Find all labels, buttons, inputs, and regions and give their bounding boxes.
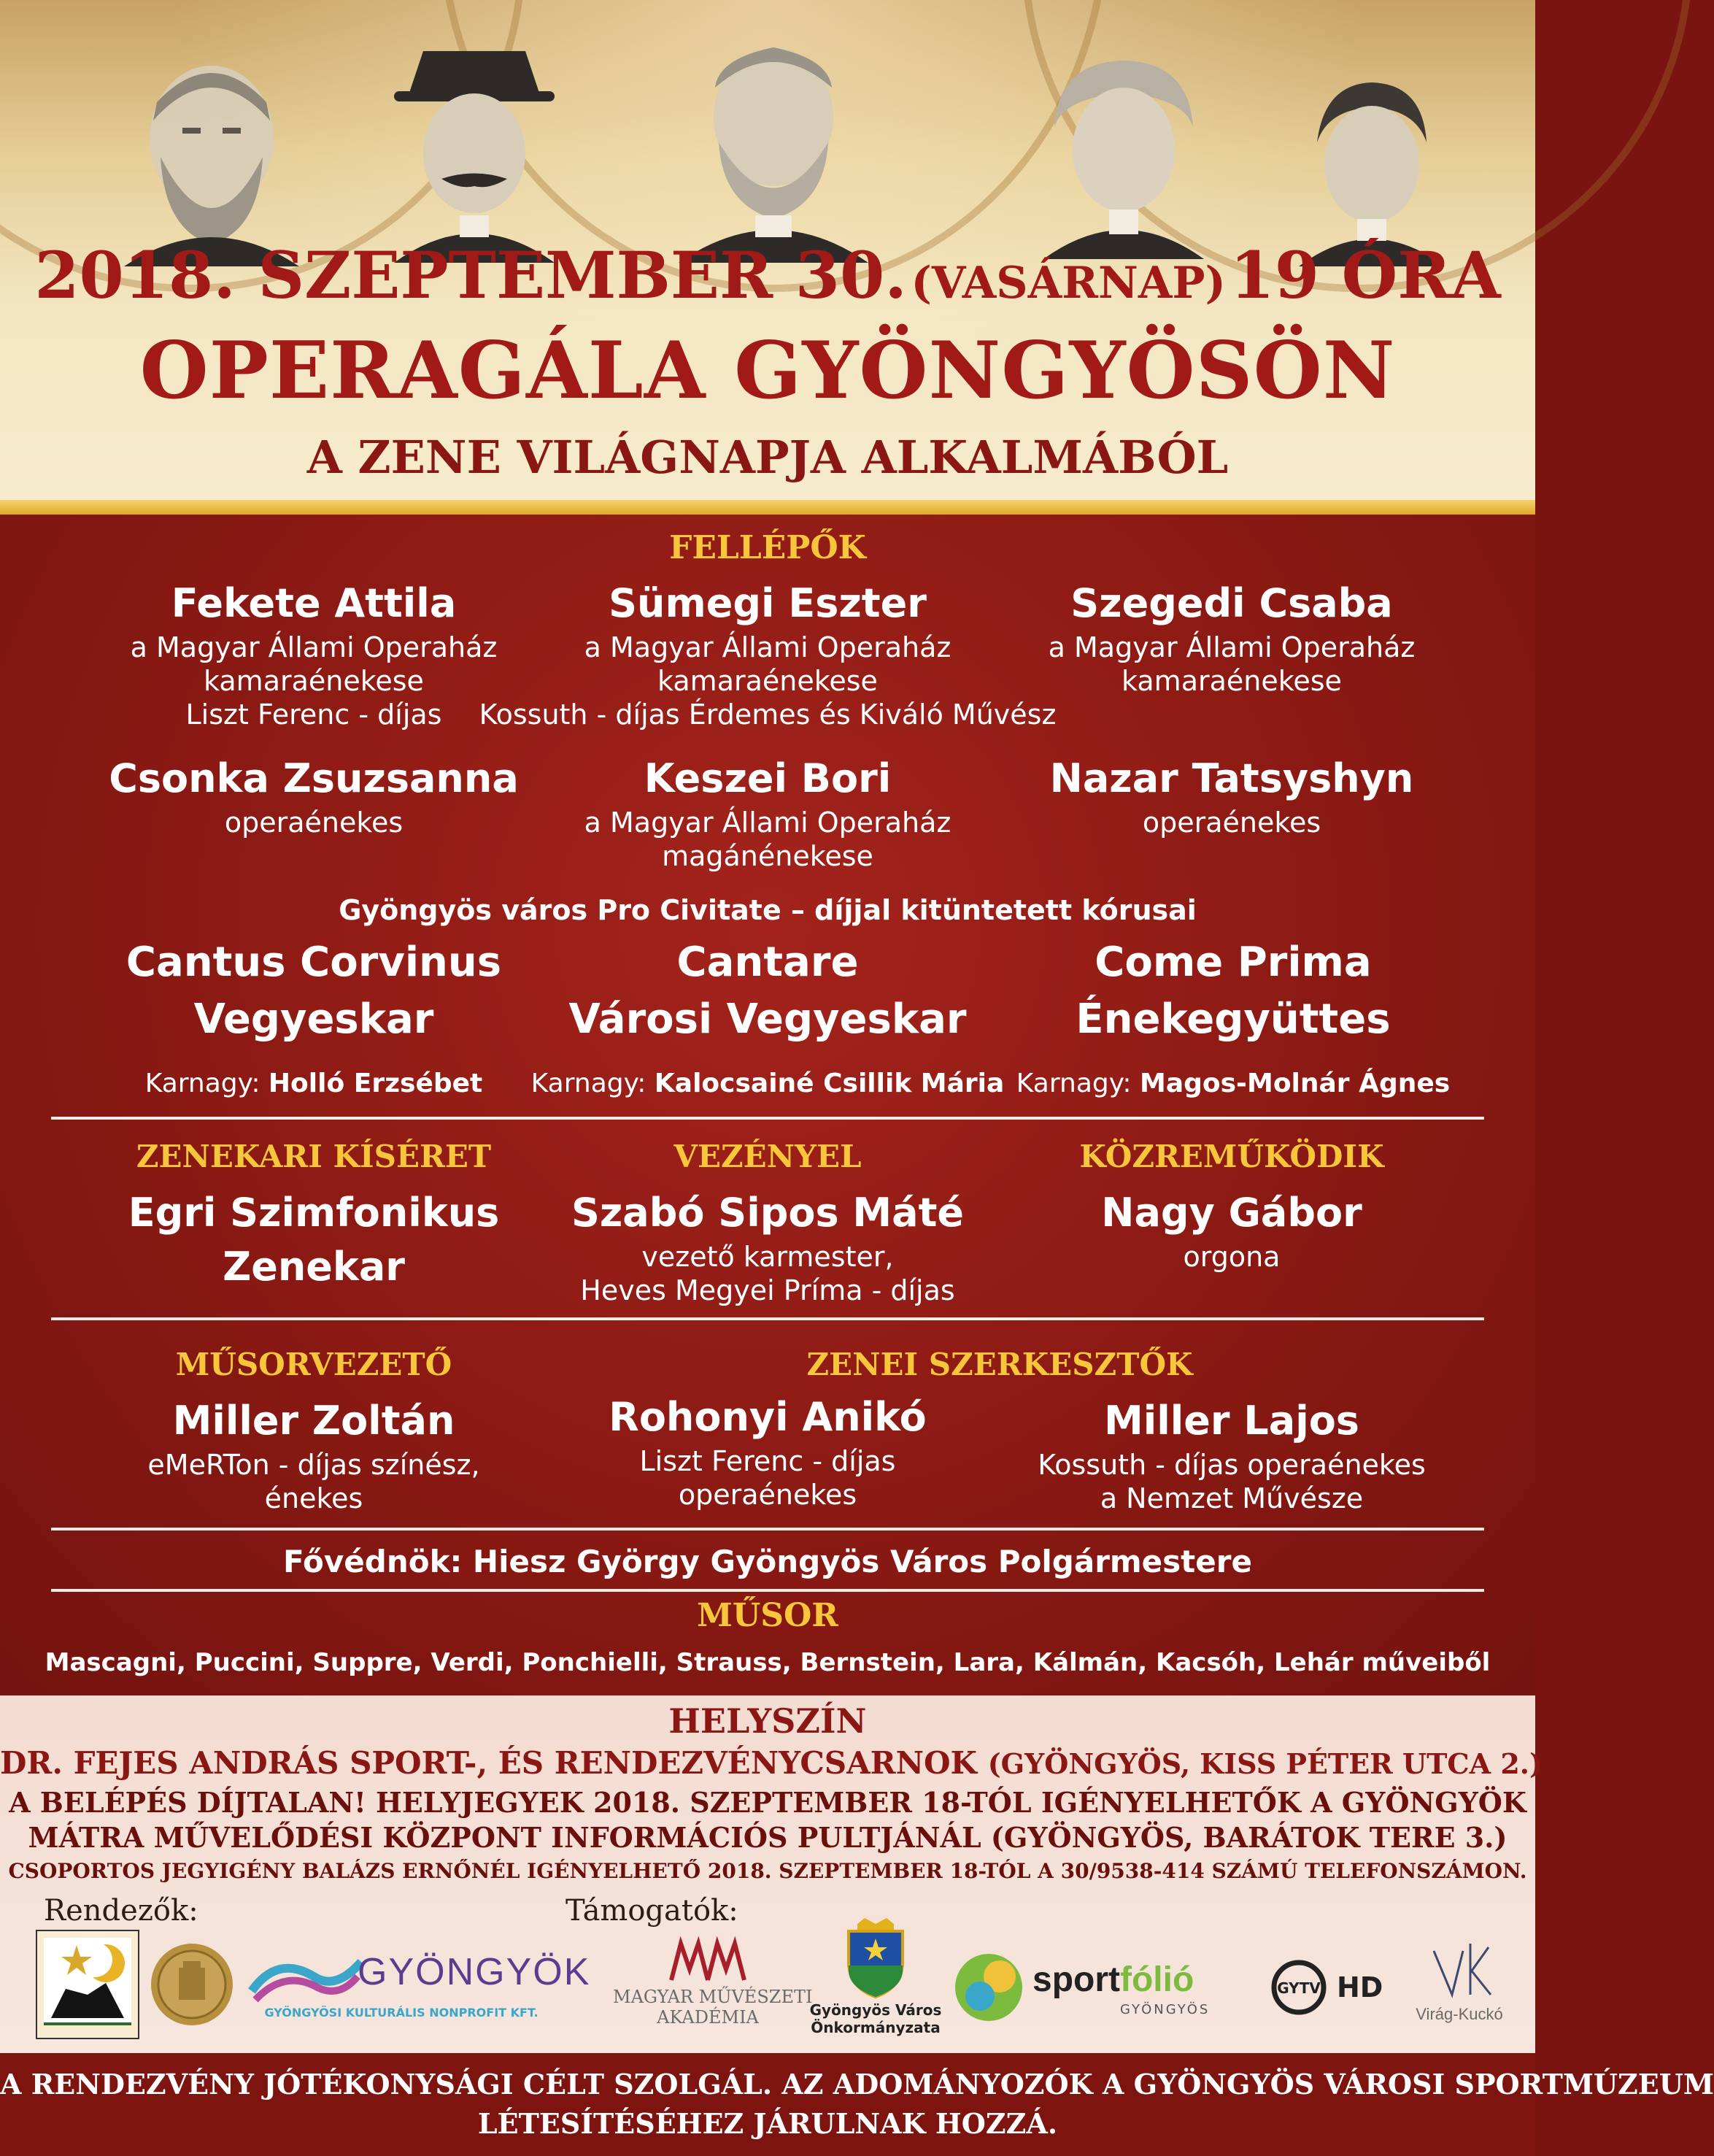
program-composers: Mascagni, Puccini, Suppre, Verdi, Ponchielli, Strauss, Bernstein, Lara, Kálmán, Kacsóh, Lehár műveiből [45, 1648, 1491, 1677]
civitate-medal-logo [150, 1942, 234, 2027]
choir-conductor [992, 1067, 1474, 1101]
gytv-logo [1270, 1958, 1394, 2017]
contributor-name: Nagy Gábor [1101, 1190, 1362, 1236]
city-line-2: Önkormányzata [811, 2019, 941, 2036]
editors-heading: ZENEI SZERKESZTŐK [806, 1347, 1193, 1382]
performer-name: Fekete Attila [171, 580, 457, 626]
virag-kucko-name: Virág-Kuckó [1416, 2005, 1503, 2023]
conductor-name: Holló Erzsébet [268, 1069, 483, 1098]
event-subtitle: A ZENE VILÁGNAPJA ALKALMÁBÓL [306, 431, 1229, 484]
tickets-line-2: MÁTRA MŰVELŐDÉSI KÖZPONT INFORMÁCIÓS PULTJÁNÁL (GYÖNGYÖS, BARÁTOK TERE 3.) [28, 1821, 1508, 1854]
contributor-heading: KÖZREMŰKÖDIK [1079, 1139, 1384, 1174]
section-divider [51, 1317, 1484, 1320]
editor-role: a Nemzet Művésze [1100, 1482, 1364, 1514]
orchestra-name: Egri Szimfonikus [128, 1190, 500, 1236]
performer-role: kamaraénekese [657, 665, 878, 697]
sportfolio-subtitle: GYÖNGYÖS [1120, 2002, 1211, 2017]
footer-line-1: A RENDEZVÉNY JÓTÉKONYSÁGI CÉLT SZOLGÁL. AZ ADOMÁNYOZÓK A GYÖNGYÖS VÁROSI SPORTMÚZEUM [0, 2068, 1714, 2101]
venue-section [0, 1695, 1543, 2053]
section-divider [51, 1528, 1484, 1531]
choir-name: Cantus Corvinus [126, 939, 502, 986]
venue-place-address: (GYÖNGYÖS, KISS PÉTER UTCA 2.) [987, 1747, 1543, 1780]
choir-cantus-corvinus [80, 934, 547, 1101]
footer [0, 2053, 1714, 2156]
editor-role: operaénekes [678, 1479, 857, 1511]
mma-line-1: MAGYAR MŰVÉSZETI [613, 1987, 813, 2007]
choir-name: Városi Vegyeskar [568, 996, 967, 1043]
conductor-role: vezető karmester, [641, 1241, 894, 1273]
city-logo [803, 1918, 949, 2042]
event-date: 2018. SZEPTEMBER 30. [34, 237, 907, 313]
composer-portrait-4 [1029, 47, 1219, 259]
performer-name: Nazar Tatsyshyn [1049, 755, 1414, 801]
orchestra-egri-szimfonikus [95, 1186, 533, 1294]
venue-place [0, 1745, 1543, 1781]
gyongyok-name: GYÖNGYÖK [358, 1951, 591, 1993]
program-heading: MŰSOR [697, 1597, 838, 1634]
editor-name: Miller Lajos [1104, 1398, 1359, 1444]
performer-sumegi-eszter [476, 577, 1059, 731]
performer-name: Szegedi Csaba [1070, 580, 1393, 626]
mma-mark-icon [668, 1940, 748, 1984]
editor-role: Kossuth - díjas operaénekes [1038, 1449, 1426, 1481]
performer-award: Liszt Ferenc - díjas [185, 698, 442, 731]
gytv-ring-icon [1270, 1958, 1328, 2017]
composer-portrait-1 [102, 40, 321, 266]
city-line-1: Gyöngyös Város [809, 2001, 942, 2019]
event-time: 19 ÓRA [1229, 237, 1501, 313]
sportfolio-circle-icon [952, 1951, 1025, 2024]
hero-banner [0, 0, 1535, 500]
composer-portrait-2 [379, 44, 569, 263]
conductor-label: Karnagy: [144, 1069, 260, 1098]
performer-role: magánénekese [662, 840, 873, 872]
sportfolio-logo [952, 1951, 1244, 2024]
section-divider [51, 1589, 1484, 1592]
mma-line-2: AKADÉMIA [657, 2007, 759, 2028]
performer-fekete-attila [95, 577, 533, 731]
choir-come-prima [992, 934, 1474, 1101]
choir-name: Come Prima [1095, 939, 1372, 986]
host-miller-zoltan [95, 1394, 533, 1515]
choir-conductor [80, 1067, 547, 1101]
gytv-hd: HD [1337, 1971, 1383, 2003]
performer-keszei-bori [549, 752, 987, 873]
footer-line-2: LÉTESÍTÉSÉHEZ JÁRULNAK HOZZÁ. [477, 2107, 1058, 2140]
group-tickets-line: CSOPORTOS JEGYIGÉNY BALÁZS ERNŐNÉL IGÉNYELHETŐ 2018. SZEPTEMBER 18-TÓL A 30/9538-414 SZÁMÚ TELEFONSZÁMON. [8, 1859, 1527, 1883]
orchestra-name: Zenekar [223, 1244, 405, 1290]
editor-miller-lajos [1013, 1394, 1451, 1515]
contributor-nagy-gabor [1013, 1186, 1451, 1274]
performer-szegedi-csaba [1013, 577, 1451, 698]
supporters-label: Támogatók: [565, 1894, 738, 1928]
gold-stripe [0, 500, 1535, 515]
performer-role: operaénekes [224, 806, 404, 839]
performer-award: Kossuth - díjas Érdemes és Kiváló Művész [479, 698, 1057, 731]
choir-conductor [505, 1067, 1030, 1101]
venue-place-name: DR. FEJES ANDRÁS SPORT-, ÉS RENDEZVÉNYCSARNOK [0, 1745, 978, 1781]
venue-heading: HELYSZÍN [668, 1701, 867, 1741]
performer-role: a Magyar Állami Operaház [1048, 631, 1416, 663]
performer-role: a Magyar Állami Operaház [584, 631, 951, 663]
conductor-name: Kalocsainé Csillik Mária [654, 1069, 1005, 1098]
section-divider [51, 1117, 1484, 1120]
conductor-name: Szabó Sipos Máté [571, 1190, 965, 1236]
choir-name: Cantare [676, 939, 859, 986]
svg-text:GYTV: GYTV [1277, 1979, 1321, 1997]
choirs-heading: Gyöngyös város Pro Civitate – díjjal kitüntetett kórusai [339, 894, 1197, 926]
conductor-label: Karnagy: [530, 1069, 646, 1098]
host-name: Miller Zoltán [172, 1398, 455, 1444]
composer-portrait-3 [657, 22, 890, 263]
conductor-label: Karnagy: [1016, 1069, 1132, 1098]
conductor-szabo-sipos-mate [549, 1186, 987, 1307]
vk-monogram-icon [1427, 1936, 1492, 2002]
conductor-award: Heves Megyei Príma - díjas [580, 1274, 955, 1306]
performer-name: Csonka Zsuzsanna [109, 755, 519, 801]
performer-role: operaénekes [1142, 806, 1321, 839]
performer-name: Sümegi Eszter [609, 580, 927, 626]
conductor-name: Magos-Molnár Ágnes [1140, 1069, 1451, 1098]
performer-role: a Magyar Állami Operaház [584, 806, 951, 839]
event-weekday: (VASÁRNAP) [911, 258, 1226, 309]
choir-cantare [505, 934, 1030, 1101]
host-role: eMeRTon - díjas színész, [147, 1449, 480, 1481]
choir-name: Énekegyüttes [1076, 996, 1391, 1043]
performer-name: Keszei Bori [644, 755, 892, 801]
performer-role: kamaraénekese [204, 665, 424, 697]
performer-role: kamaraénekese [1122, 665, 1342, 697]
performer-nazar-tatsyshyn [1013, 752, 1451, 839]
organizers-label: Rendezők: [44, 1894, 198, 1928]
editor-role: Liszt Ferenc - díjas [639, 1445, 896, 1477]
editor-rohonyi-aniko [549, 1390, 987, 1512]
gyongyok-subtitle: GYÖNGYÖSI KULTURÁLIS NONPROFIT KFT. [264, 2006, 538, 2020]
tickets-line-1: A BELÉPÉS DÍJTALAN! HELYJEGYEK 2018. SZEPTEMBER 18-TÓL IGÉNYELHETŐK A GYÖNGYÖK [9, 1786, 1526, 1819]
contributor-role: orgona [1183, 1241, 1281, 1273]
gyongyok-wave-icon [248, 1947, 365, 2006]
conductor-heading: VEZÉNYEL [673, 1139, 862, 1174]
sportfolio-name: sportfólió [1032, 1960, 1194, 1999]
host-heading: MŰSORVEZETŐ [175, 1347, 452, 1382]
baratainak-kore-logo [36, 1930, 139, 2038]
virag-kucko-logo [1405, 1936, 1514, 2031]
patron-line: Fővédnök: Hiesz György Gyöngyös Város Polgármestere [283, 1544, 1252, 1579]
performer-role: a Magyar Állami Operaház [130, 631, 498, 663]
event-title: OPERAGÁLA GYÖNGYÖSÖN [139, 325, 1396, 417]
editor-name: Rohonyi Anikó [609, 1394, 927, 1440]
performers-heading: FELLÉPŐK [669, 529, 866, 566]
choir-name: Vegyeskar [193, 996, 434, 1043]
coat-of-arms-icon [843, 1918, 908, 1998]
gyongyok-logo [248, 1947, 591, 2028]
host-role: énekes [264, 1482, 363, 1514]
accompaniment-heading: ZENEKARI KÍSÉRET [136, 1139, 492, 1174]
event-date-line [0, 237, 1535, 313]
performer-csonka-zsuzsanna [95, 752, 533, 839]
mma-logo [613, 1940, 813, 2035]
